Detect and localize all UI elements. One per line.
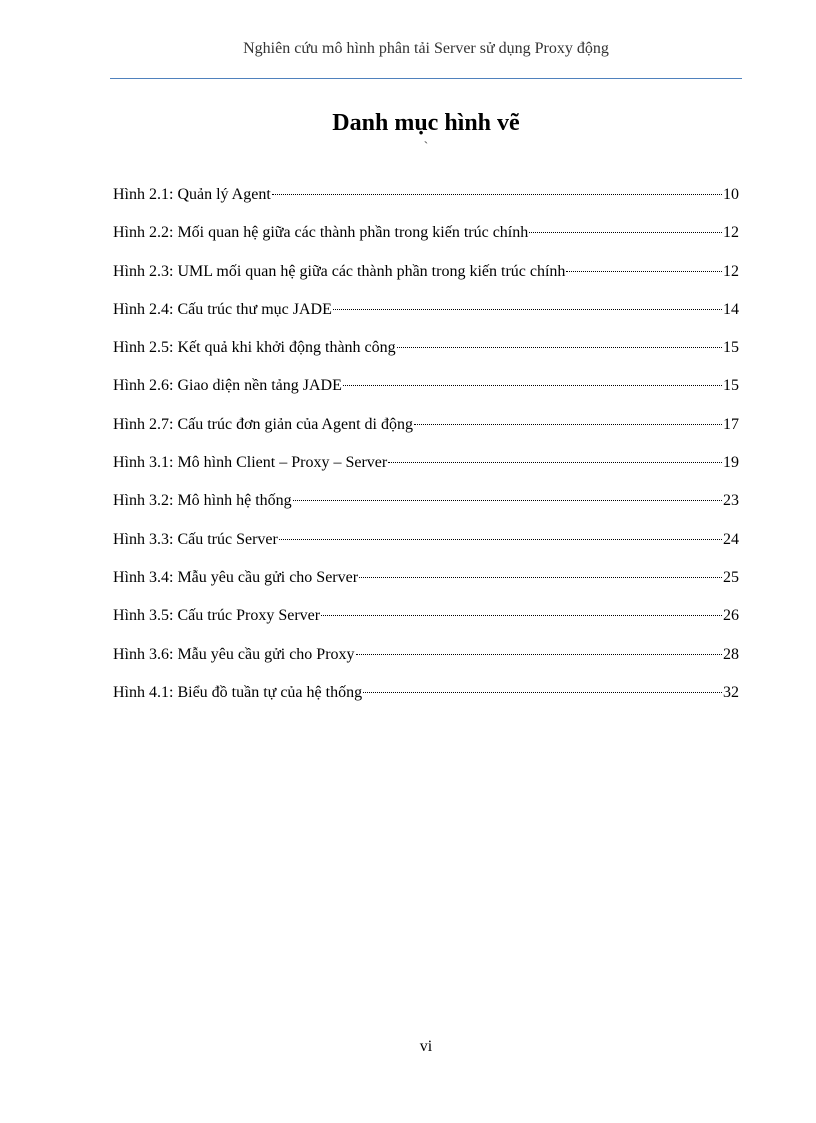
page-number: vi <box>419 1038 433 1055</box>
toc-entry[interactable] <box>113 452 739 490</box>
toc-entry[interactable] <box>113 414 739 452</box>
toc-entry-page: 23 <box>723 492 739 510</box>
toc-entry-label: Hình 2.2: Mối quan hệ giữa các thành phần trong kiến trúc chính <box>113 224 529 242</box>
toc-entry[interactable] <box>113 375 739 413</box>
toc-entry-label: Hình 3.3: Cấu trúc Server <box>113 530 278 548</box>
toc-entry[interactable] <box>113 644 739 682</box>
dot-leader <box>333 309 722 310</box>
toc-entry-page: 12 <box>723 224 739 242</box>
toc-entry-page: 15 <box>723 377 739 395</box>
toc-entry[interactable] <box>113 337 739 375</box>
toc-entry-page: 17 <box>723 415 739 433</box>
dot-leader <box>566 271 722 272</box>
dot-leader <box>388 462 722 463</box>
stray-mark: ` <box>423 140 429 155</box>
dot-leader <box>397 347 722 348</box>
toc-entry-page: 26 <box>723 607 739 625</box>
header-divider <box>110 78 742 79</box>
dot-leader <box>321 615 722 616</box>
toc-entry-label: Hình 3.5: Cấu trúc Proxy Server <box>113 607 321 625</box>
dot-leader <box>356 654 722 655</box>
toc-entry-page: 12 <box>723 262 739 280</box>
toc-entry-label: Hình 2.7: Cấu trúc đơn giản của Agent di động <box>113 415 413 433</box>
toc-entry[interactable] <box>113 299 739 337</box>
dot-leader <box>414 424 722 425</box>
toc-entry-label: Hình 3.2: Mô hình hệ thống <box>113 492 292 510</box>
toc-entry-label: Hình 2.5: Kết quả khi khởi động thành công <box>113 339 396 357</box>
toc-entry[interactable] <box>113 490 739 528</box>
toc-entry-label: Hình 2.6: Giao diện nền tảng JADE <box>113 377 342 395</box>
toc-entry[interactable] <box>113 529 739 567</box>
toc-entry[interactable] <box>113 222 739 260</box>
toc-entry-label: Hình 3.6: Mẫu yêu cầu gửi cho Proxy <box>113 645 355 663</box>
dot-leader <box>359 577 722 578</box>
toc-entry-label: Hình 2.1: Quản lý Agent <box>113 186 271 203</box>
dot-leader <box>363 692 722 693</box>
dot-leader <box>529 232 722 233</box>
toc-entry-label: Hình 3.1: Mô hình Client – Proxy – Server <box>113 454 388 472</box>
toc-entry-page: 15 <box>723 339 739 357</box>
dot-leader <box>279 539 722 540</box>
toc-entry[interactable] <box>113 567 739 605</box>
figure-list <box>113 184 739 720</box>
toc-entry[interactable] <box>113 184 739 222</box>
toc-entry-label: Hình 4.1: Biểu đồ tuần tự của hệ thống <box>113 683 363 701</box>
toc-entry-label: Hình 2.3: UML mối quan hệ giữa các thành phần trong kiến trúc chính <box>113 262 566 280</box>
toc-entry-page: 19 <box>723 454 739 472</box>
toc-entry-page: 24 <box>723 530 739 548</box>
toc-entry-page: 10 <box>723 186 739 203</box>
toc-entry[interactable] <box>113 605 739 643</box>
running-header: Nghiên cứu mô hình phân tải Server sử dụng Proxy động <box>243 40 609 57</box>
dot-leader <box>343 385 722 386</box>
toc-entry-page: 28 <box>723 645 739 663</box>
toc-entry-page: 14 <box>723 300 739 318</box>
toc-entry[interactable] <box>113 261 739 299</box>
toc-entry-label: Hình 2.4: Cấu trúc thư mục JADE <box>113 300 332 318</box>
toc-entry-label: Hình 3.4: Mẫu yêu cầu gửi cho Server <box>113 568 359 586</box>
toc-entry[interactable] <box>113 682 739 720</box>
toc-entry-page: 25 <box>723 568 739 586</box>
dot-leader <box>293 500 722 501</box>
toc-entry-page: 32 <box>723 683 739 701</box>
dot-leader <box>272 194 722 195</box>
page-title: Danh mục hình vẽ <box>332 110 520 136</box>
